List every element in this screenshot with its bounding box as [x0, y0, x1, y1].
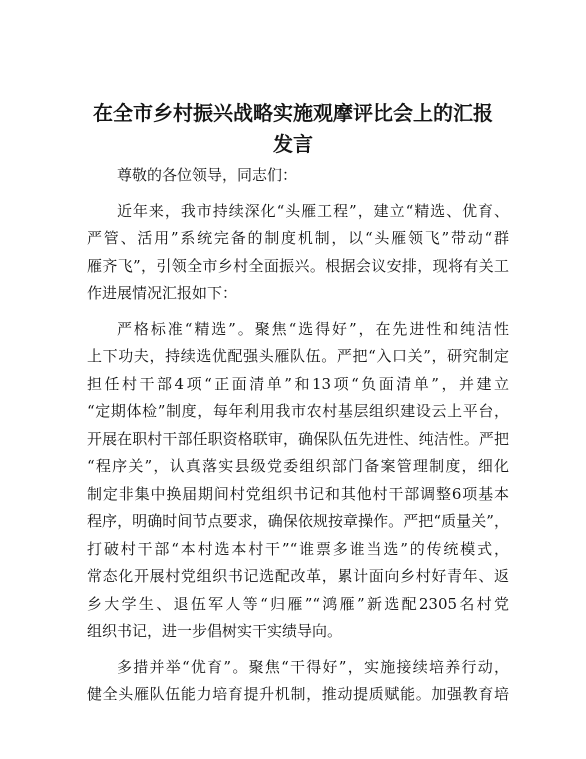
text-line: “定期体检”制度，每年利用我市农村基层组织建设云上平台，	[87, 402, 509, 420]
body-paragraph	[87, 198, 509, 308]
title-line: 在全市乡村振兴战略实施观摩评比会上的汇报	[93, 101, 493, 125]
text-line: 常态化开展村党组织书记选配改革，累计面向乡村好青年、返	[87, 567, 509, 585]
text-line: 健全头雁队伍能力培育提升机制，推动提质赋能。加强教育培	[87, 685, 509, 703]
document-title	[80, 98, 506, 160]
text-line: 尊敬的各位领导，同志们：	[117, 166, 298, 184]
salutation	[87, 162, 509, 190]
text-line: 雁齐飞”，引领全市乡村全面振兴。根据会议安排，现将有关工	[87, 256, 509, 275]
text-line: 组织书记，进一步倡树实干实绩导向。	[87, 622, 343, 640]
text-line: 上下功夫，持续选优配强头雁队伍。严把“入口关”，研究制定	[87, 347, 509, 365]
text-line: 打破村干部“本村选本村干”“谁票多谁当选”的传统模式，	[87, 539, 509, 558]
text-line: 程序，明确时间节点要求，确保依规按章操作。严把“质量关”，	[87, 512, 509, 530]
body-paragraph	[87, 654, 509, 709]
text-line: “程序关”，认真落实县级党委组织部门备案管理制度，细化	[87, 457, 509, 475]
text-line: 制定非集中换届期间村党组织书记和其他村干部调整6项基本	[87, 484, 509, 503]
text-line: 多措并举“优育”。聚焦“干得好”，实施接续培养行动，	[117, 657, 509, 676]
text-line: 担任村干部4项“正面清单”和13项“负面清单”，并建立	[87, 374, 509, 393]
body-paragraph	[87, 316, 509, 646]
text-line: 严管、活用”系统完备的制度机制，以“头雁领飞”带动“群	[87, 229, 509, 247]
text-line: 严格标准“精选”。聚焦“选得好”，在先进性和纯洁性	[117, 319, 509, 338]
text-line: 乡大学生、退伍军人等“归雁”“鸿雁”新选配2305名村党	[87, 594, 509, 613]
text-line: 近年来，我市持续深化“头雁工程”，建立“精选、优育、	[117, 201, 509, 220]
document-body	[87, 162, 509, 717]
text-line: 开展在职村干部任职资格联审，确保队伍先进性、纯洁性。严把	[87, 429, 509, 448]
title-line: 发言	[273, 132, 313, 156]
text-line: 作进展情况汇报如下：	[87, 284, 238, 302]
